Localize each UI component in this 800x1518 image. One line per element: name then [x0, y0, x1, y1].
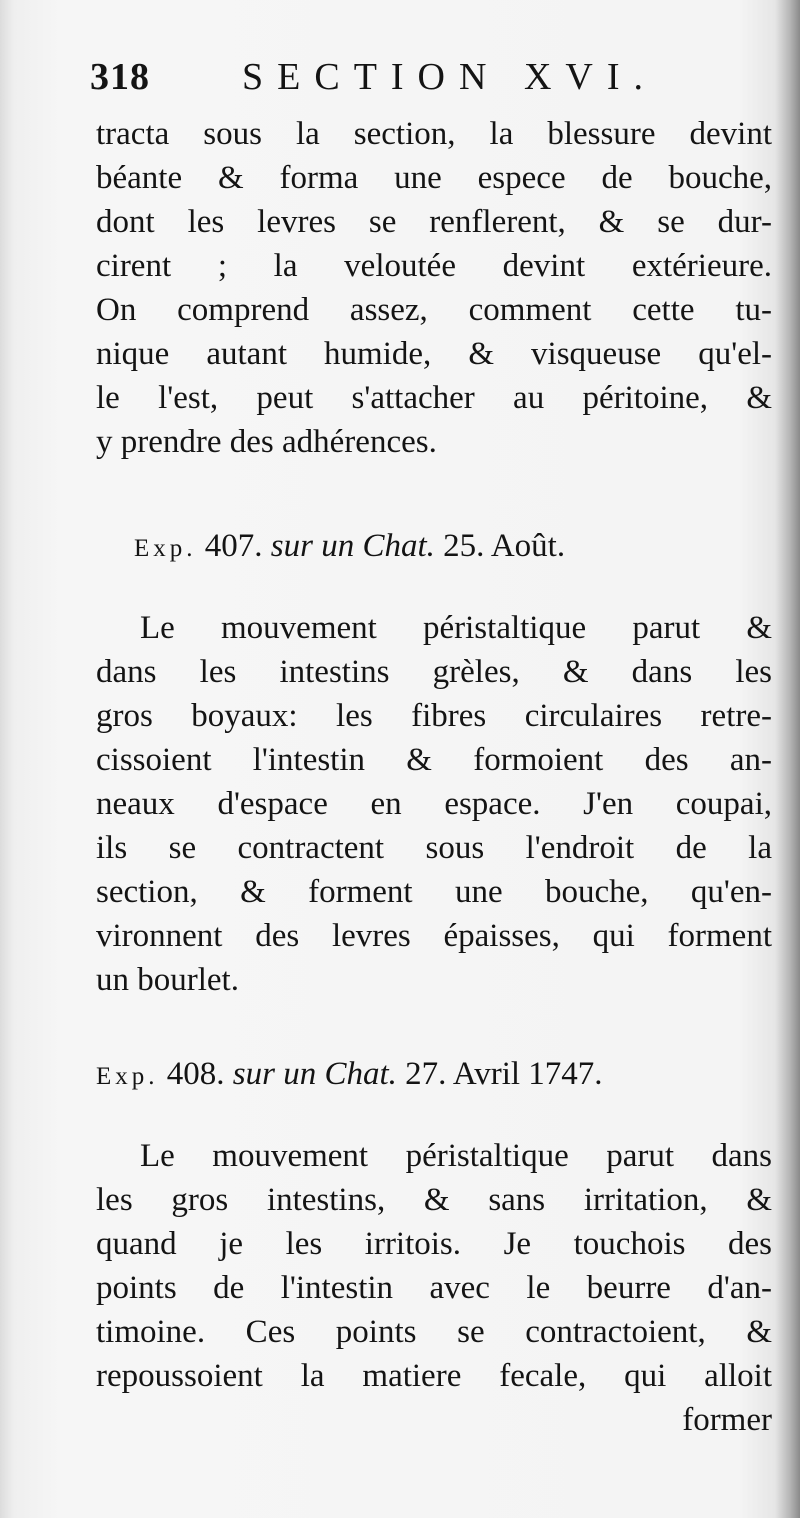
- text-line: le l'est, peut s'attacher au péritoine, &: [96, 380, 772, 416]
- paragraph-exp-407: [96, 606, 772, 1002]
- page-number: 318: [90, 56, 150, 98]
- page-header: [90, 52, 690, 102]
- experiment-subject: sur un Chat.: [232, 1056, 397, 1092]
- experiment-prefix: Exp.: [96, 1063, 159, 1090]
- catchword: former: [682, 1402, 772, 1438]
- text-line: les gros intestins, & sans irritation, &: [96, 1182, 772, 1218]
- text-line: vironnent des levres épaisses, qui forment: [96, 918, 772, 954]
- text-line: dans les intestins grèles, & dans les: [96, 654, 772, 690]
- text-line: béante & forma une espece de bouche,: [96, 160, 772, 196]
- text-line: section, & forment une bouche, qu'en-: [96, 874, 772, 910]
- experiment-408-heading: [96, 1052, 603, 1096]
- text-line: points de l'intestin avec le beurre d'an-: [96, 1270, 772, 1306]
- text-line: quand je les irritois. Je touchois des: [96, 1226, 772, 1262]
- text-line: neaux d'espace en espace. J'en coupai,: [96, 786, 772, 822]
- experiment-number: 408.: [166, 1056, 225, 1092]
- text-line: un bourlet.: [96, 962, 239, 998]
- experiment-date: 27. Avril 1747.: [405, 1056, 603, 1092]
- text-line: gros boyaux: les fibres circulaires retre-: [96, 698, 772, 734]
- running-head: SECTION XVI.: [242, 56, 657, 98]
- text-line: timoine. Ces points se contractoient, &: [96, 1314, 772, 1350]
- paragraph-exp-408: [96, 1134, 772, 1442]
- experiment-prefix: Exp.: [134, 535, 197, 562]
- text-line: cirent ; la veloutée devint extérieure.: [96, 248, 772, 284]
- experiment-407-heading: [134, 524, 565, 568]
- text-line: tracta sous la section, la blessure devint: [96, 116, 772, 152]
- text-line: dont les levres se renflerent, & se dur-: [96, 204, 772, 240]
- experiment-date: 25. Août.: [443, 528, 566, 564]
- text-line: ils se contractent sous l'endroit de la: [96, 830, 772, 866]
- text-line: cissoient l'intestin & formoient des an-: [96, 742, 772, 778]
- text-line: repoussoient la matiere fecale, qui alloit: [96, 1358, 772, 1394]
- text-line: y prendre des adhérences.: [96, 424, 437, 460]
- experiment-subject: sur un Chat.: [270, 528, 435, 564]
- paragraph-continuation: [96, 112, 772, 464]
- text-line: nique autant humide, & visqueuse qu'el-: [96, 336, 772, 372]
- text-line: Le mouvement péristaltique parut dans: [140, 1138, 772, 1174]
- text-line: On comprend assez, comment cette tu-: [96, 292, 772, 328]
- experiment-number: 407.: [204, 528, 263, 564]
- text-line: Le mouvement péristaltique parut &: [140, 610, 772, 646]
